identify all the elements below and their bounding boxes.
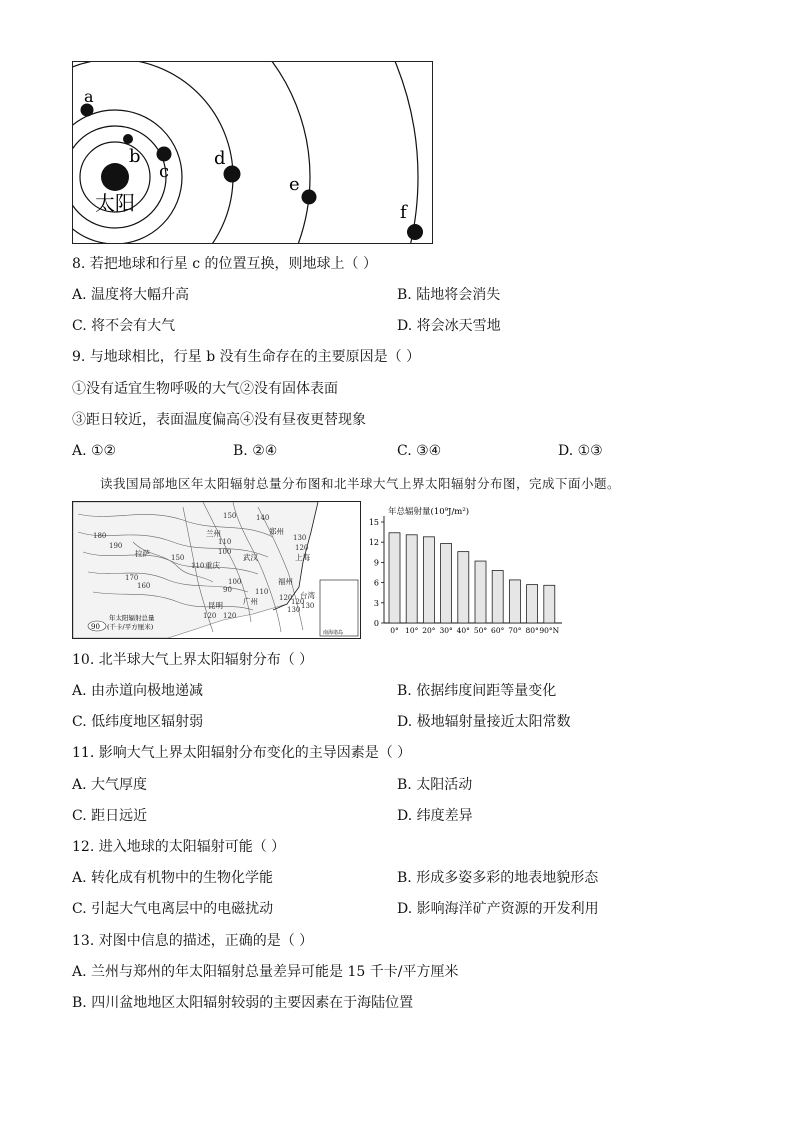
iso-label: 130 — [301, 602, 315, 610]
x-tick-label: 0° — [390, 626, 399, 635]
city-shanghai: 上海 — [295, 553, 310, 562]
sun — [101, 163, 129, 191]
chart-title: 年总辐射量(10⁹J/m²) — [388, 507, 470, 517]
iso-label: 180 — [93, 532, 107, 540]
q12-stem: 12. 进入地球的太阳辐射可能（ ） — [72, 839, 286, 855]
x-tick-label: 30° — [439, 626, 453, 635]
x-tick-label: 50° — [473, 626, 488, 635]
planet-d — [224, 166, 241, 183]
q13-stem: 13. 对图中信息的描述，正确的是（ ） — [72, 933, 314, 949]
q12-option-d[interactable]: D. 影响海洋矿产资源的开发利用 — [397, 901, 599, 917]
label-d: d — [214, 148, 226, 169]
city-fuzhou: 福州 — [278, 577, 293, 586]
q13-option-a[interactable]: A. 兰州与郑州的年太阳辐射总量差异可能是 15 千卡/平方厘米 — [72, 964, 459, 980]
y-tick-label: 15 — [368, 518, 379, 527]
x-tick-label: 70° — [508, 626, 522, 635]
label-b: b — [129, 146, 141, 167]
q8-stem: 8. 若把地球和行星 c 的位置互换，则地球上（ ） — [72, 256, 377, 272]
city-lhasa: 拉萨 — [135, 549, 150, 558]
city-wuhan: 武汉 — [243, 553, 258, 562]
x-tick-label: 20° — [422, 626, 436, 635]
q9-line2: ③距日较近，表面温度偏高④没有昼夜更替现象 — [72, 412, 366, 428]
label-c: c — [159, 161, 170, 182]
iso-label: 130 — [293, 534, 307, 542]
bar — [389, 533, 400, 623]
q11-option-c[interactable]: C. 距日远近 — [72, 808, 148, 824]
orbit-diagram — [73, 62, 432, 243]
iso-label: 110 — [191, 562, 205, 570]
city-taiwan: 台湾 — [300, 591, 315, 600]
planet-b — [123, 134, 133, 144]
bar — [527, 585, 538, 623]
bar — [475, 561, 486, 623]
city-lanzhou: 兰州 — [206, 529, 221, 538]
city-chongqing: 重庆 — [205, 561, 220, 570]
q9-option-d[interactable]: D. ①③ — [558, 443, 603, 459]
q11-option-d[interactable]: D. 纬度差异 — [397, 808, 473, 824]
planet-c — [157, 147, 172, 162]
bar — [441, 544, 452, 623]
bar — [544, 585, 555, 623]
x-tick-label: 60° — [491, 626, 505, 635]
sun-label: 太阳 — [95, 191, 135, 215]
legend-value: 90 — [91, 623, 100, 631]
orbit-e — [73, 62, 310, 243]
q9-line1: ①没有适宜生物呼吸的大气②没有固体表面 — [72, 381, 338, 397]
iso-label: 150 — [223, 512, 237, 520]
q10-stem: 10. 北半球大气上界太阳辐射分布（ ） — [72, 652, 314, 668]
iso-label: 190 — [109, 542, 123, 550]
iso-label: 160 — [137, 582, 151, 590]
iso-label: 170 — [125, 574, 139, 582]
inset-label: 南海诸岛 — [323, 630, 344, 636]
iso-label: 120 — [203, 612, 217, 620]
y-tick-label: 9 — [373, 558, 379, 568]
q11-stem: 11. 影响大气上界太阳辐射分布变化的主导因素是（ ） — [72, 745, 412, 761]
chart-svg — [362, 506, 567, 642]
bar — [406, 535, 417, 623]
iso-label: 100 — [218, 548, 232, 556]
city-kunming: 昆明 — [208, 601, 223, 610]
iso-label: 150 — [171, 554, 185, 562]
radiation-map — [72, 501, 361, 639]
y-tick-label: 12 — [368, 538, 379, 548]
label-e: e — [289, 174, 300, 195]
x-tick-label: 10° — [405, 626, 419, 635]
q10-option-a[interactable]: A. 由赤道向极地递减 — [72, 683, 204, 699]
q8-option-d[interactable]: D. 将会冰天雪地 — [397, 318, 501, 334]
y-tick-label: 3 — [373, 598, 379, 608]
planet-f — [407, 224, 423, 240]
label-f: f — [400, 202, 407, 223]
bar — [423, 537, 434, 623]
q8-option-b[interactable]: B. 陆地将会消失 — [397, 287, 501, 303]
iso-label: 120 — [279, 594, 293, 602]
city-zhengzhou: 郑州 — [269, 527, 284, 536]
radiation-chart — [362, 506, 567, 642]
label-a: a — [84, 87, 94, 106]
section-intro: 读我国局部地区年太阳辐射总量分布图和北半球大气上界太阳辐射分布图，完成下面小题。 — [100, 476, 621, 491]
iso-label: 130 — [287, 606, 301, 614]
q9-stem: 9. 与地球相比，行星 b 没有生命存在的主要原因是（ ） — [72, 349, 421, 365]
q9-option-b[interactable]: B. ②④ — [233, 443, 278, 459]
q12-option-b[interactable]: B. 形成多姿多彩的地表地貌形态 — [397, 870, 599, 886]
legend-unit: (千卡/平方厘米) — [107, 623, 154, 631]
q8-option-a[interactable]: A. 温度将大幅升高 — [72, 287, 190, 303]
q12-option-c[interactable]: C. 引起大气电离层中的电磁扰动 — [72, 901, 274, 917]
orbit-f — [73, 62, 418, 243]
q13-option-b[interactable]: B. 四川盆地地区太阳辐射较弱的主要因素在于海陆位置 — [72, 995, 414, 1011]
x-tick-label: 40° — [456, 626, 470, 635]
q9-option-a[interactable]: A. ①② — [72, 443, 117, 459]
iso-label: 120 — [291, 598, 305, 606]
iso-label: 110 — [255, 588, 269, 596]
q10-option-d[interactable]: D. 极地辐射量接近太阳常数 — [397, 714, 571, 730]
q10-option-c[interactable]: C. 低纬度地区辐射弱 — [72, 714, 204, 730]
legend-title: 年太阳辐射总量 — [109, 614, 155, 622]
iso-label: 90 — [223, 586, 232, 594]
q10-option-b[interactable]: B. 依据纬度间距等量变化 — [397, 683, 557, 699]
bar — [509, 580, 520, 623]
iso-label: 100 — [228, 578, 242, 586]
q11-option-a[interactable]: A. 大气厚度 — [72, 777, 148, 793]
orbit-d — [73, 62, 233, 243]
bar — [492, 570, 503, 623]
solar-system-figure — [72, 61, 433, 244]
q11-option-b[interactable]: B. 太阳活动 — [397, 777, 473, 793]
q9-option-c[interactable]: C. ③④ — [397, 443, 442, 459]
city-guangzhou: 广州 — [243, 597, 258, 606]
planet-e — [302, 190, 317, 205]
iso-label: 120 — [223, 612, 237, 620]
map-svg — [73, 502, 360, 638]
y-tick-label: 6 — [373, 578, 379, 588]
y-tick-label: 0 — [373, 619, 379, 628]
iso-label: 120 — [295, 544, 309, 552]
q8-option-c[interactable]: C. 将不会有大气 — [72, 318, 176, 334]
x-tick-label: 80° — [525, 626, 539, 635]
x-tick-label: 90°N — [539, 626, 560, 635]
iso-label: 110 — [218, 538, 232, 546]
iso-label: 140 — [256, 514, 270, 522]
q12-option-a[interactable]: A. 转化成有机物中的生物化学能 — [72, 870, 274, 886]
bar — [458, 552, 469, 623]
